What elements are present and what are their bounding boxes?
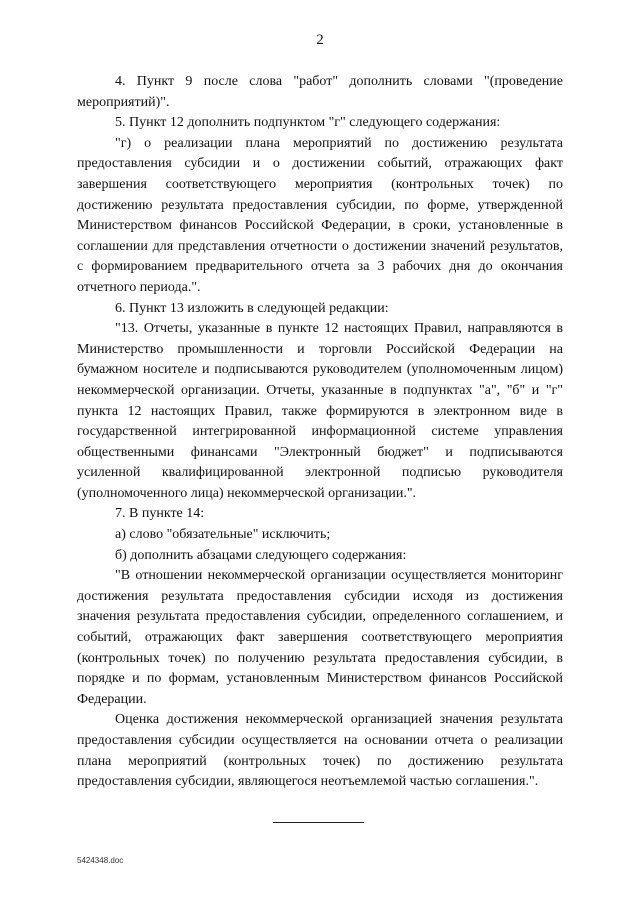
paragraph-subitem-b: б) дополнить абзацами следующего содержания: [115,547,407,563]
paragraph-item-6: 6. Пункт 13 изложить в следующей редакции: [115,300,389,316]
end-divider [273,822,364,823]
paragraph-subitem-a: а) слово "обязательные" исключить; [115,527,331,543]
paragraph-item-4: 4. Пункт 9 после слова "работ" дополнить словами "(проведение мероприятий)". [77,74,563,110]
paragraph-assessment: Оценка достижения некоммерческой организацией значения результата предоставления субсидии осуществляется на основании отчета о реализации плана мероприятий (контрольных точек) по достижению результата предоставления субсидии, являющегося неотъемлемой частью соглашения.". [77,712,563,790]
document-code: 5424348.doc [77,856,124,865]
paragraph-subitem-g: "г) о реализации плана мероприятий по достижению результата предоставления субсидии и о достижении событий, отражающих факт завершения соответствующего мероприятия (контрольных точек) по достижению результата предоставления субсидии, по форме, утвержденной Министерством финансов Российской Федерации, в сроки, установленные в соглашении для представления отчетности о достижении значений результатов, с формированием предварительного отчета за 3 рабочих дня до окончания отчетного периода.". [77,135,563,295]
paragraph-item-5: 5. Пункт 12 дополнить подпунктом "г" следующего содержания: [115,115,501,131]
paragraph-item-7: 7. В пункте 14: [115,506,205,522]
paragraph-monitoring: "В отношении некоммерческой организации осуществляется мониторинг достижения результата предоставления субсидии исходя из достижения значения результата предоставления субсидии, определенного соглашением, и событий, отражающих факт завершения соответствующего мероприятия (контрольных точек) по получению результата предоставления субсидии, в порядке и по формам, установленным Министерством финансов Российской Федерации. [77,568,563,707]
page-number: 2 [316,32,324,48]
paragraph-item-13-text: "13. Отчеты, указанные в пункте 12 настоящих Правил, направляются в Министерство промышленности и торговли Российской Федерации на бумажном носителе и подписываются руководителем (уполномоченным лицом) некоммерческой организации. Отчеты, указанные в подпунктах "а", "б" и "г" пункта 12 настоящих Правил, также формируются в электронном виде в государственной интегрированной информационной системе управления общественными финансами "Электронный бюджет" и подписываются усиленной квалифицированной электронной подписью руководителя (уполномоченного лица) некоммерческой организации.". [77,321,563,501]
document-body [77,72,563,793]
